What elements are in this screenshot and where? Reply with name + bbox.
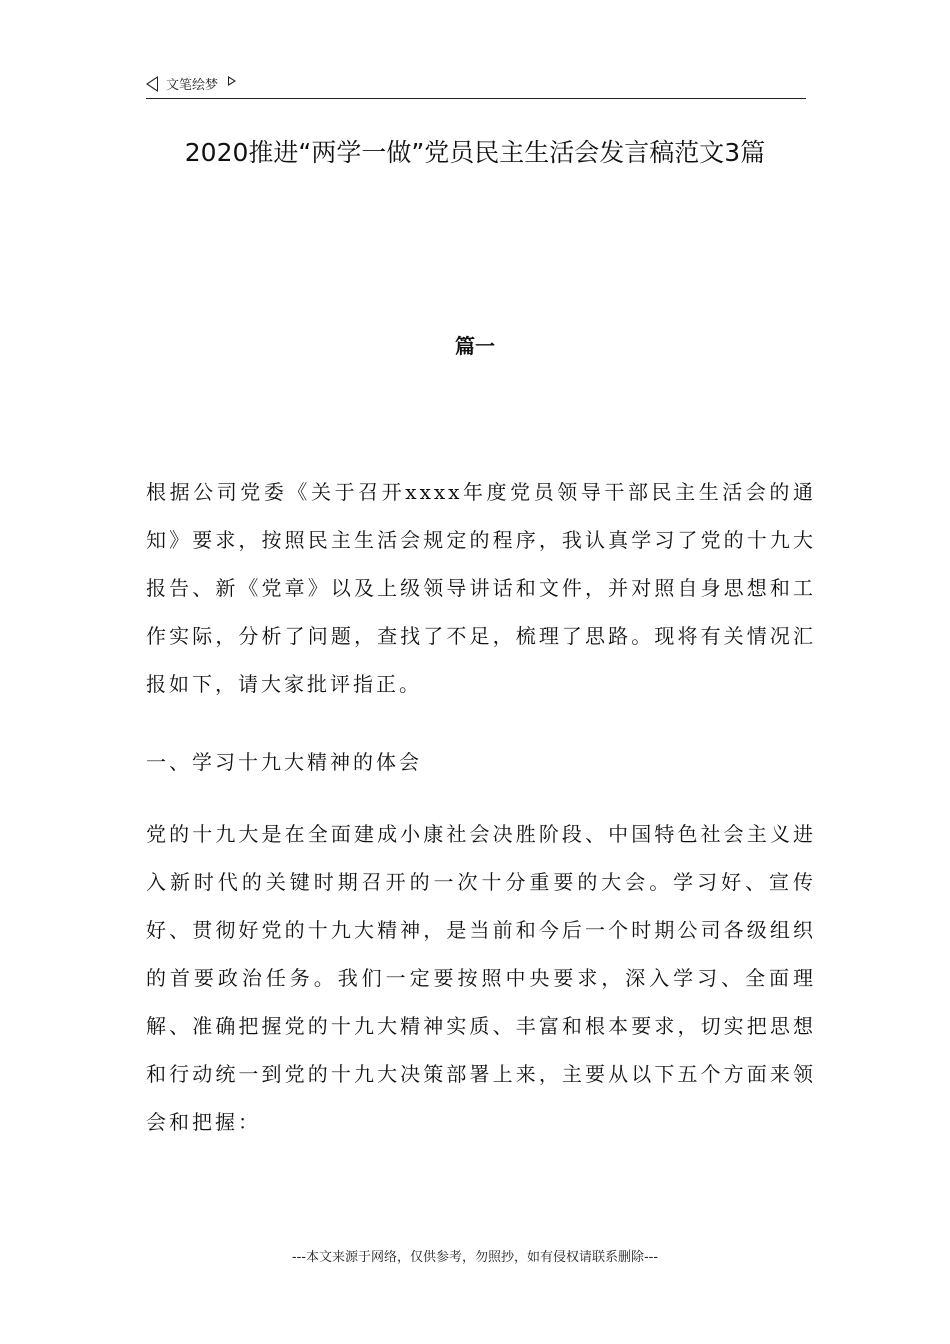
section-title: 篇一 xyxy=(455,334,495,358)
page-header xyxy=(146,72,806,99)
intro-paragraph: 根据公司党委《关于召开xxxx年度党员领导干部民主生活会的通知》要求，按照民主生活会规定的程序，我认真学习了党的十九大报告、新《党章》以及上级领导讲话和文件，并对照自身思想和工作实际，分析了问题，查找了不足，梳理了思路。现将有关情况汇报如下，请大家批评指正。 xyxy=(146,480,816,696)
subheading: 一、学习十九大精神的体会 xyxy=(146,750,422,774)
document-title: 2020推进“两学一做”党员民主生活会发言稿范文3篇 xyxy=(184,138,766,167)
body-paragraph: 党的十九大是在全面建成小康社会决胜阶段、中国特色社会主义进入新时代的关键时期召开的一次十分重要的大会。学习好、宣传好、贯彻好党的十九大精神，是当前和今后一个时期公司各级组织的首要政治任务。我们一定要按照中央要求，深入学习、全面理解、准确把握党的十九大精神实质、丰富和根本要求，切实把思想和行动统一到党的十九大决策部署上来，主要从以下五个方面来领会和把握： xyxy=(146,822,816,1134)
triangle-left-icon xyxy=(146,76,158,92)
page-footer: ---本文来源于网络，仅供参考，勿照抄，如有侵权请联系删除--- xyxy=(291,1250,659,1265)
brand-name: 文笔绘梦 xyxy=(166,78,219,93)
header-brand xyxy=(146,74,236,93)
triangle-right-icon xyxy=(228,76,236,86)
